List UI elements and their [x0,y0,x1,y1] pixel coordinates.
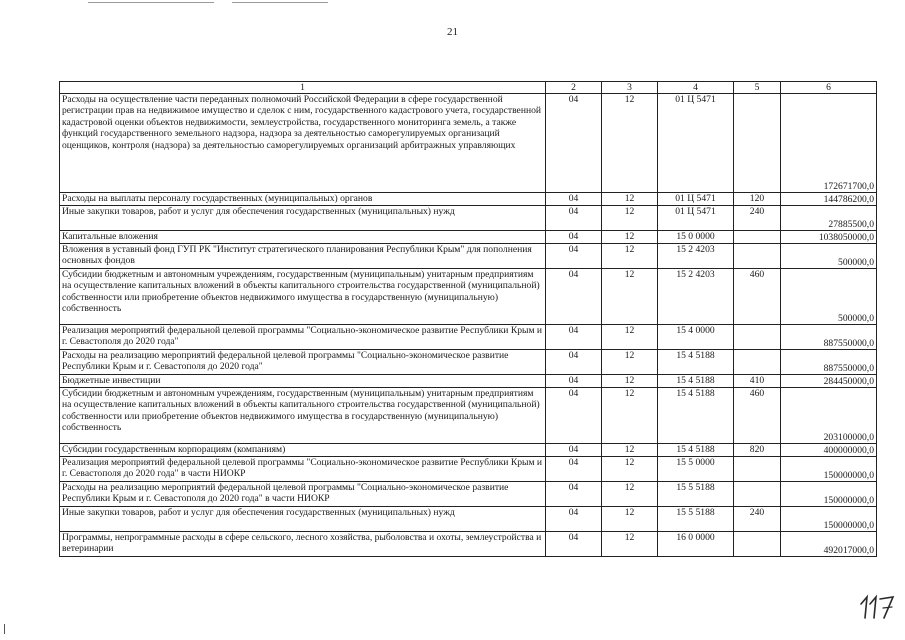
expense-type-code [734,350,781,375]
expense-type-code: 460 [734,388,781,444]
table-row [60,482,877,507]
row-amount: 887550000,0 [781,350,877,375]
expense-type-code [734,457,781,482]
row-amount: 887550000,0 [781,325,877,350]
target-article-code: 15 2 4203 [658,244,734,269]
expense-type-code: 820 [734,444,781,457]
target-article-code: 01 Ц 5471 [658,206,734,231]
subsection-code: 12 [602,350,658,375]
subsection-code: 12 [602,206,658,231]
subsection-code: 12 [602,193,658,206]
target-article-code: 01 Ц 5471 [658,193,734,206]
handwritten-page-mark [857,592,897,620]
row-amount: 172671700,0 [781,94,877,193]
section-code: 04 [546,444,602,457]
subsection-code: 12 [602,325,658,350]
row-description: Иные закупки товаров, работ и услуг для обеспечения государственных (муниципальных) нужд [60,206,546,231]
target-article-code: 15 5 5188 [658,482,734,507]
section-code: 04 [546,94,602,193]
table-row [60,193,877,206]
subsection-code: 12 [602,457,658,482]
subsection-code: 12 [602,388,658,444]
section-code: 04 [546,507,602,532]
row-description: Расходы на реализацию мероприятий федеральной целевой программы "Социально-экономическое развитие Республики Крым и г. Севастополя до 2020 года" в части НИОКР [60,482,546,507]
column-header: 3 [602,82,658,94]
expense-type-code [734,482,781,507]
section-code: 04 [546,375,602,388]
column-header: 2 [546,82,602,94]
section-code: 04 [546,457,602,482]
expense-type-code [734,244,781,269]
row-description: Бюджетные инвестиции [60,375,546,388]
subsection-code: 12 [602,532,658,557]
section-code: 04 [546,325,602,350]
section-code: 04 [546,482,602,507]
section-code: 04 [546,193,602,206]
subsection-code: 12 [602,94,658,193]
target-article-code: 15 4 5188 [658,350,734,375]
expense-type-code [734,231,781,244]
row-description: Субсидии государственным корпорациям (компаниям) [60,444,546,457]
row-description: Реализация мероприятий федеральной целевой программы "Социально-экономическое развитие Республики Крым и г. Севастополя до 2020 года" [60,325,546,350]
section-code: 04 [546,532,602,557]
row-amount: 150000000,0 [781,507,877,532]
table-row [60,325,877,350]
section-code: 04 [546,206,602,231]
row-description: Субсидии бюджетным и автономным учреждениям, государственным (муниципальным) унитарным предприятиям на осуществление капитальных вложений в объекты капитального строительства государственной (муниципальной) собственности или приобретение объектов недвижимого имущества в государственную (муниципальную) собственность [60,269,546,325]
row-description: Вложения в уставный фонд ГУП РК "Институт стратегического планирования Республики Крым" для пополнения основных фондов [60,244,546,269]
expense-type-code: 120 [734,193,781,206]
row-amount: 400000000,0 [781,444,877,457]
table-row [60,244,877,269]
page-number: 21 [447,26,458,38]
expense-type-code [734,532,781,557]
binding-mark [4,624,5,634]
section-code: 04 [546,231,602,244]
table-row [60,457,877,482]
row-amount: 150000000,0 [781,482,877,507]
budget-table [59,81,877,557]
row-amount: 150000000,0 [781,457,877,482]
top-rule-left [88,2,214,3]
top-rule-right [232,2,328,3]
table-row [60,532,877,557]
section-code: 04 [546,269,602,325]
row-description: Иные закупки товаров, работ и услуг для обеспечения государственных (муниципальных) нужд [60,507,546,532]
subsection-code: 12 [602,375,658,388]
row-description: Субсидии бюджетным и автономным учреждениям, государственным (муниципальным) унитарным предприятиям на осуществление капитальных вложений в объекты капитального строительства государственной (муниципальной) собственности или приобретение объектов недвижимого имущества в государственную (муниципальную) собственность [60,388,546,444]
subsection-code: 12 [602,444,658,457]
column-header: 5 [734,82,781,94]
expense-type-code: 240 [734,206,781,231]
expense-type-code: 460 [734,269,781,325]
row-description: Капитальные вложения [60,231,546,244]
target-article-code: 15 4 5188 [658,388,734,444]
section-code: 04 [546,350,602,375]
subsection-code: 12 [602,507,658,532]
target-article-code: 15 4 5188 [658,375,734,388]
expense-type-code: 410 [734,375,781,388]
row-description: Расходы на реализацию мероприятий федеральной целевой программы "Социально-экономическое развитие Республики Крым и г. Севастополя до 2020 года" [60,350,546,375]
column-header: 1 [60,82,546,94]
subsection-code: 12 [602,231,658,244]
target-article-code: 15 0 0000 [658,231,734,244]
target-article-code: 15 4 5188 [658,444,734,457]
target-article-code: 15 4 0000 [658,325,734,350]
table-row [60,444,877,457]
expense-type-code [734,94,781,193]
table-row [60,375,877,388]
column-header: 6 [781,82,877,94]
expense-type-code: 240 [734,507,781,532]
table-row [60,388,877,444]
section-code: 04 [546,244,602,269]
target-article-code: 15 5 5188 [658,507,734,532]
table-row [60,350,877,375]
target-article-code: 16 0 0000 [658,532,734,557]
subsection-code: 12 [602,482,658,507]
row-description: Расходы на осуществление части переданных полномочий Российской Федерации в сфере государственной регистрации прав на недвижимое имущество и сделок с ним, государственного кадастрового учета, государственной кадастровой оценки объектов недвижимости, землеустройства, государственного мониторинга земель, а также функций государственного земельного надзора, надзора за деятельностью саморегулируемых организаций оценщиков, контроля (надзора) за деятельностью саморегулируемых организаций арбитражных управляющих [60,94,546,193]
table-row [60,231,877,244]
subsection-code: 12 [602,269,658,325]
table-row [60,94,877,193]
expense-type-code [734,325,781,350]
row-amount: 500000,0 [781,269,877,325]
column-header: 4 [658,82,734,94]
row-amount: 500000,0 [781,244,877,269]
table-row [60,206,877,231]
row-description: Реализация мероприятий федеральной целевой программы "Социально-экономическое развитие Республики Крым и г. Севастополя до 2020 года" в части НИОКР [60,457,546,482]
table-header-row [60,82,877,94]
table-row [60,269,877,325]
target-article-code: 01 Ц 5471 [658,94,734,193]
row-amount: 1038050000,0 [781,231,877,244]
row-description: Программы, непрограммные расходы в сфере сельского, лесного хозяйства, рыболовства и охоты, землеустройства и ветеринарии [60,532,546,557]
row-amount: 284450000,0 [781,375,877,388]
row-description: Расходы на выплаты персоналу государственных (муниципальных) органов [60,193,546,206]
target-article-code: 15 5 0000 [658,457,734,482]
row-amount: 144786200,0 [781,193,877,206]
subsection-code: 12 [602,244,658,269]
table-row [60,507,877,532]
target-article-code: 15 2 4203 [658,269,734,325]
section-code: 04 [546,388,602,444]
row-amount: 27885500,0 [781,206,877,231]
row-amount: 203100000,0 [781,388,877,444]
row-amount: 492017000,0 [781,532,877,557]
